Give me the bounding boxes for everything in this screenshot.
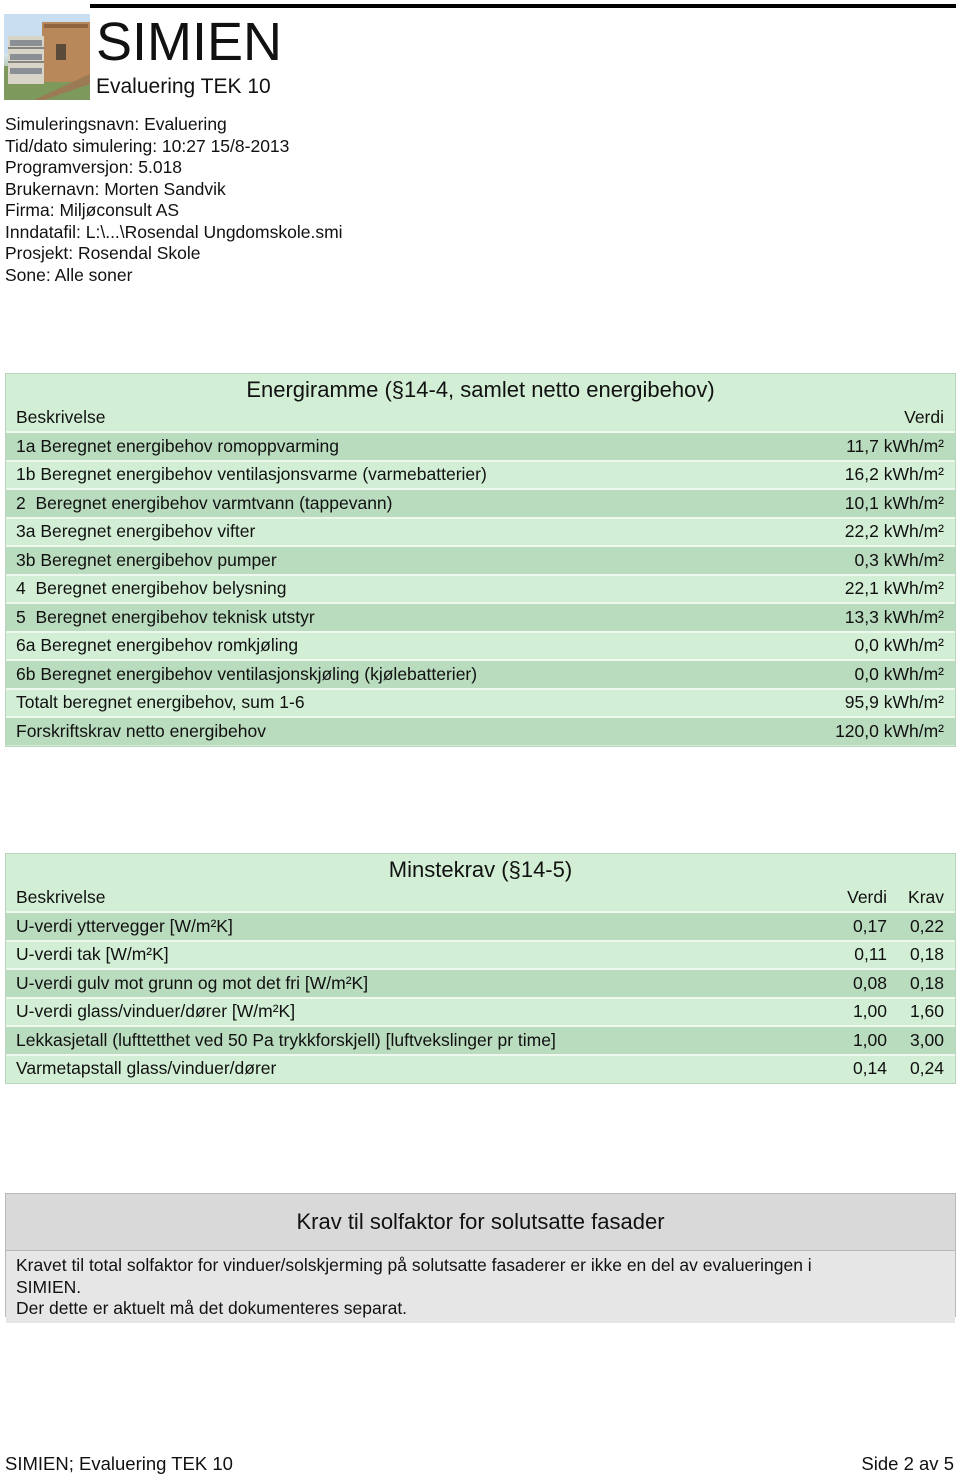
meta-simulation-name: Simuleringsnavn: Evaluering [5,114,227,134]
table-row [6,940,955,969]
row-value: 10,1 kWh/m² [844,492,944,513]
row-label: 3a Beregnet energibehov vifter [16,521,256,542]
row-label: U-verdi yttervegger [W/m²K] [16,915,233,936]
row-requirement: 0,22 [909,915,944,936]
table-row [6,911,955,940]
table-row [6,517,955,546]
table-row [6,659,955,688]
row-label: 1b Beregnet energibehov ventilasjonsvarme (varmebatterier) [16,464,487,485]
row-label: U-verdi tak [W/m²K] [16,944,169,965]
row-requirement: 0,24 [909,1058,944,1079]
meta-program-version: Programversjon: 5.018 [5,157,183,177]
row-value: 1,00 [852,1029,887,1050]
row-label: 4 Beregnet energibehov belysning [16,578,287,599]
simulation-info [5,114,343,286]
row-value: 0,14 [852,1058,887,1079]
building-photo [4,14,90,100]
table-row [6,688,955,717]
header-value: Verdi [904,407,944,427]
row-requirement: 0,18 [909,944,944,965]
row-label: Lekkasjetall (lufttetthet ved 50 Pa trykkforskjell) [luftvekslinger pr time] [16,1029,556,1050]
meta-project: Prosjekt: Rosendal Skole [5,243,201,263]
table-row [6,545,955,574]
meta-username: Brukernavn: Morten Sandvik [5,178,226,199]
row-value: 120,0 kWh/m² [835,720,944,741]
meta-datetime: Tid/dato simulering: 10:27 15/8-2013 [5,135,290,156]
header-requirement: Krav [908,887,944,907]
minstekrav-title: Minstekrav (§14-5) [388,857,573,882]
table-row [6,716,955,745]
table-row [6,1025,955,1054]
energiramme-title: Energiramme (§14-4, samlet netto energibehov) [246,377,715,402]
row-label: 6a Beregnet energibehov romkjøling [16,635,299,656]
table-row [6,460,955,489]
row-requirement: 0,18 [909,972,944,993]
row-value: 22,2 kWh/m² [844,521,944,542]
table-row [6,1054,955,1083]
table-header [6,404,955,431]
header-description: Beskrivelse [16,407,106,427]
header-rule [90,4,956,8]
row-value: 16,2 kWh/m² [844,464,944,485]
meta-zone: Sone: Alle soner [5,264,133,285]
table-row [6,488,955,517]
row-label: 1a Beregnet energibehov romoppvarming [16,435,339,456]
row-requirement: 1,60 [909,1001,944,1022]
header-description: Beskrivelse [16,887,106,907]
solfaktor-title: Krav til solfaktor for solutsatte fasader [296,1209,665,1234]
row-value: 0,0 kWh/m² [854,663,944,684]
solfaktor-line: Der dette er aktuelt må det dokumenteres separat. [16,1298,408,1318]
row-label: Totalt beregnet energibehov, sum 1-6 [16,692,305,713]
solfaktor-line: Kravet til total solfaktor for vinduer/solskjerming på solutsatte fasaderer er ikke en del av evalueringen i [16,1255,812,1275]
row-label: U-verdi glass/vinduer/dører [W/m²K] [16,1001,296,1022]
row-value: 1,00 [852,1001,887,1022]
row-value: 0,0 kWh/m² [854,635,944,656]
row-value: 0,11 [854,944,887,965]
energiramme-table [5,373,956,747]
table-row [6,968,955,997]
table-row [6,574,955,603]
footer-page-number: Side 2 av 5 [861,1453,954,1474]
row-requirement: 3,00 [909,1029,944,1050]
table-header [6,884,955,911]
table-row [6,631,955,660]
row-label: Varmetapstall glass/vinduer/dører [16,1058,277,1079]
report-subtitle: Evaluering TEK 10 [96,75,271,98]
header-value: Verdi [847,887,887,907]
row-label: 2 Beregnet energibehov varmtvann (tappevann) [16,492,393,513]
table-row [6,431,955,460]
footer-report-name: SIMIEN; Evaluering TEK 10 [5,1453,233,1474]
row-label: 5 Beregnet energibehov teknisk utstyr [16,606,315,627]
row-label: 3b Beregnet energibehov pumper [16,549,277,570]
row-value: 22,1 kWh/m² [844,578,944,599]
row-value: 0,17 [852,915,887,936]
row-value: 11,7 kWh/m² [846,435,944,456]
row-value: 0,3 kWh/m² [854,549,944,570]
solfaktor-box [5,1193,956,1317]
row-value: 0,08 [852,972,887,993]
meta-input-file: Inndatafil: L:\...\Rosendal Ungdomskole.smi [5,221,343,242]
row-value: 95,9 kWh/m² [844,692,944,713]
app-title: SIMIEN [96,12,283,72]
meta-company: Firma: Miljøconsult AS [5,200,180,220]
row-label: Forskriftskrav netto energibehov [16,720,266,741]
row-label: 6b Beregnet energibehov ventilasjonskjøling (kjølebatterier) [16,663,478,684]
row-value: 13,3 kWh/m² [844,606,944,627]
table-row [6,997,955,1026]
minstekrav-table [5,853,956,1084]
solfaktor-text [6,1250,955,1323]
table-row [6,602,955,631]
row-label: U-verdi gulv mot grunn og mot det fri [W/m²K] [16,972,369,993]
solfaktor-line: SIMIEN. [16,1276,82,1297]
